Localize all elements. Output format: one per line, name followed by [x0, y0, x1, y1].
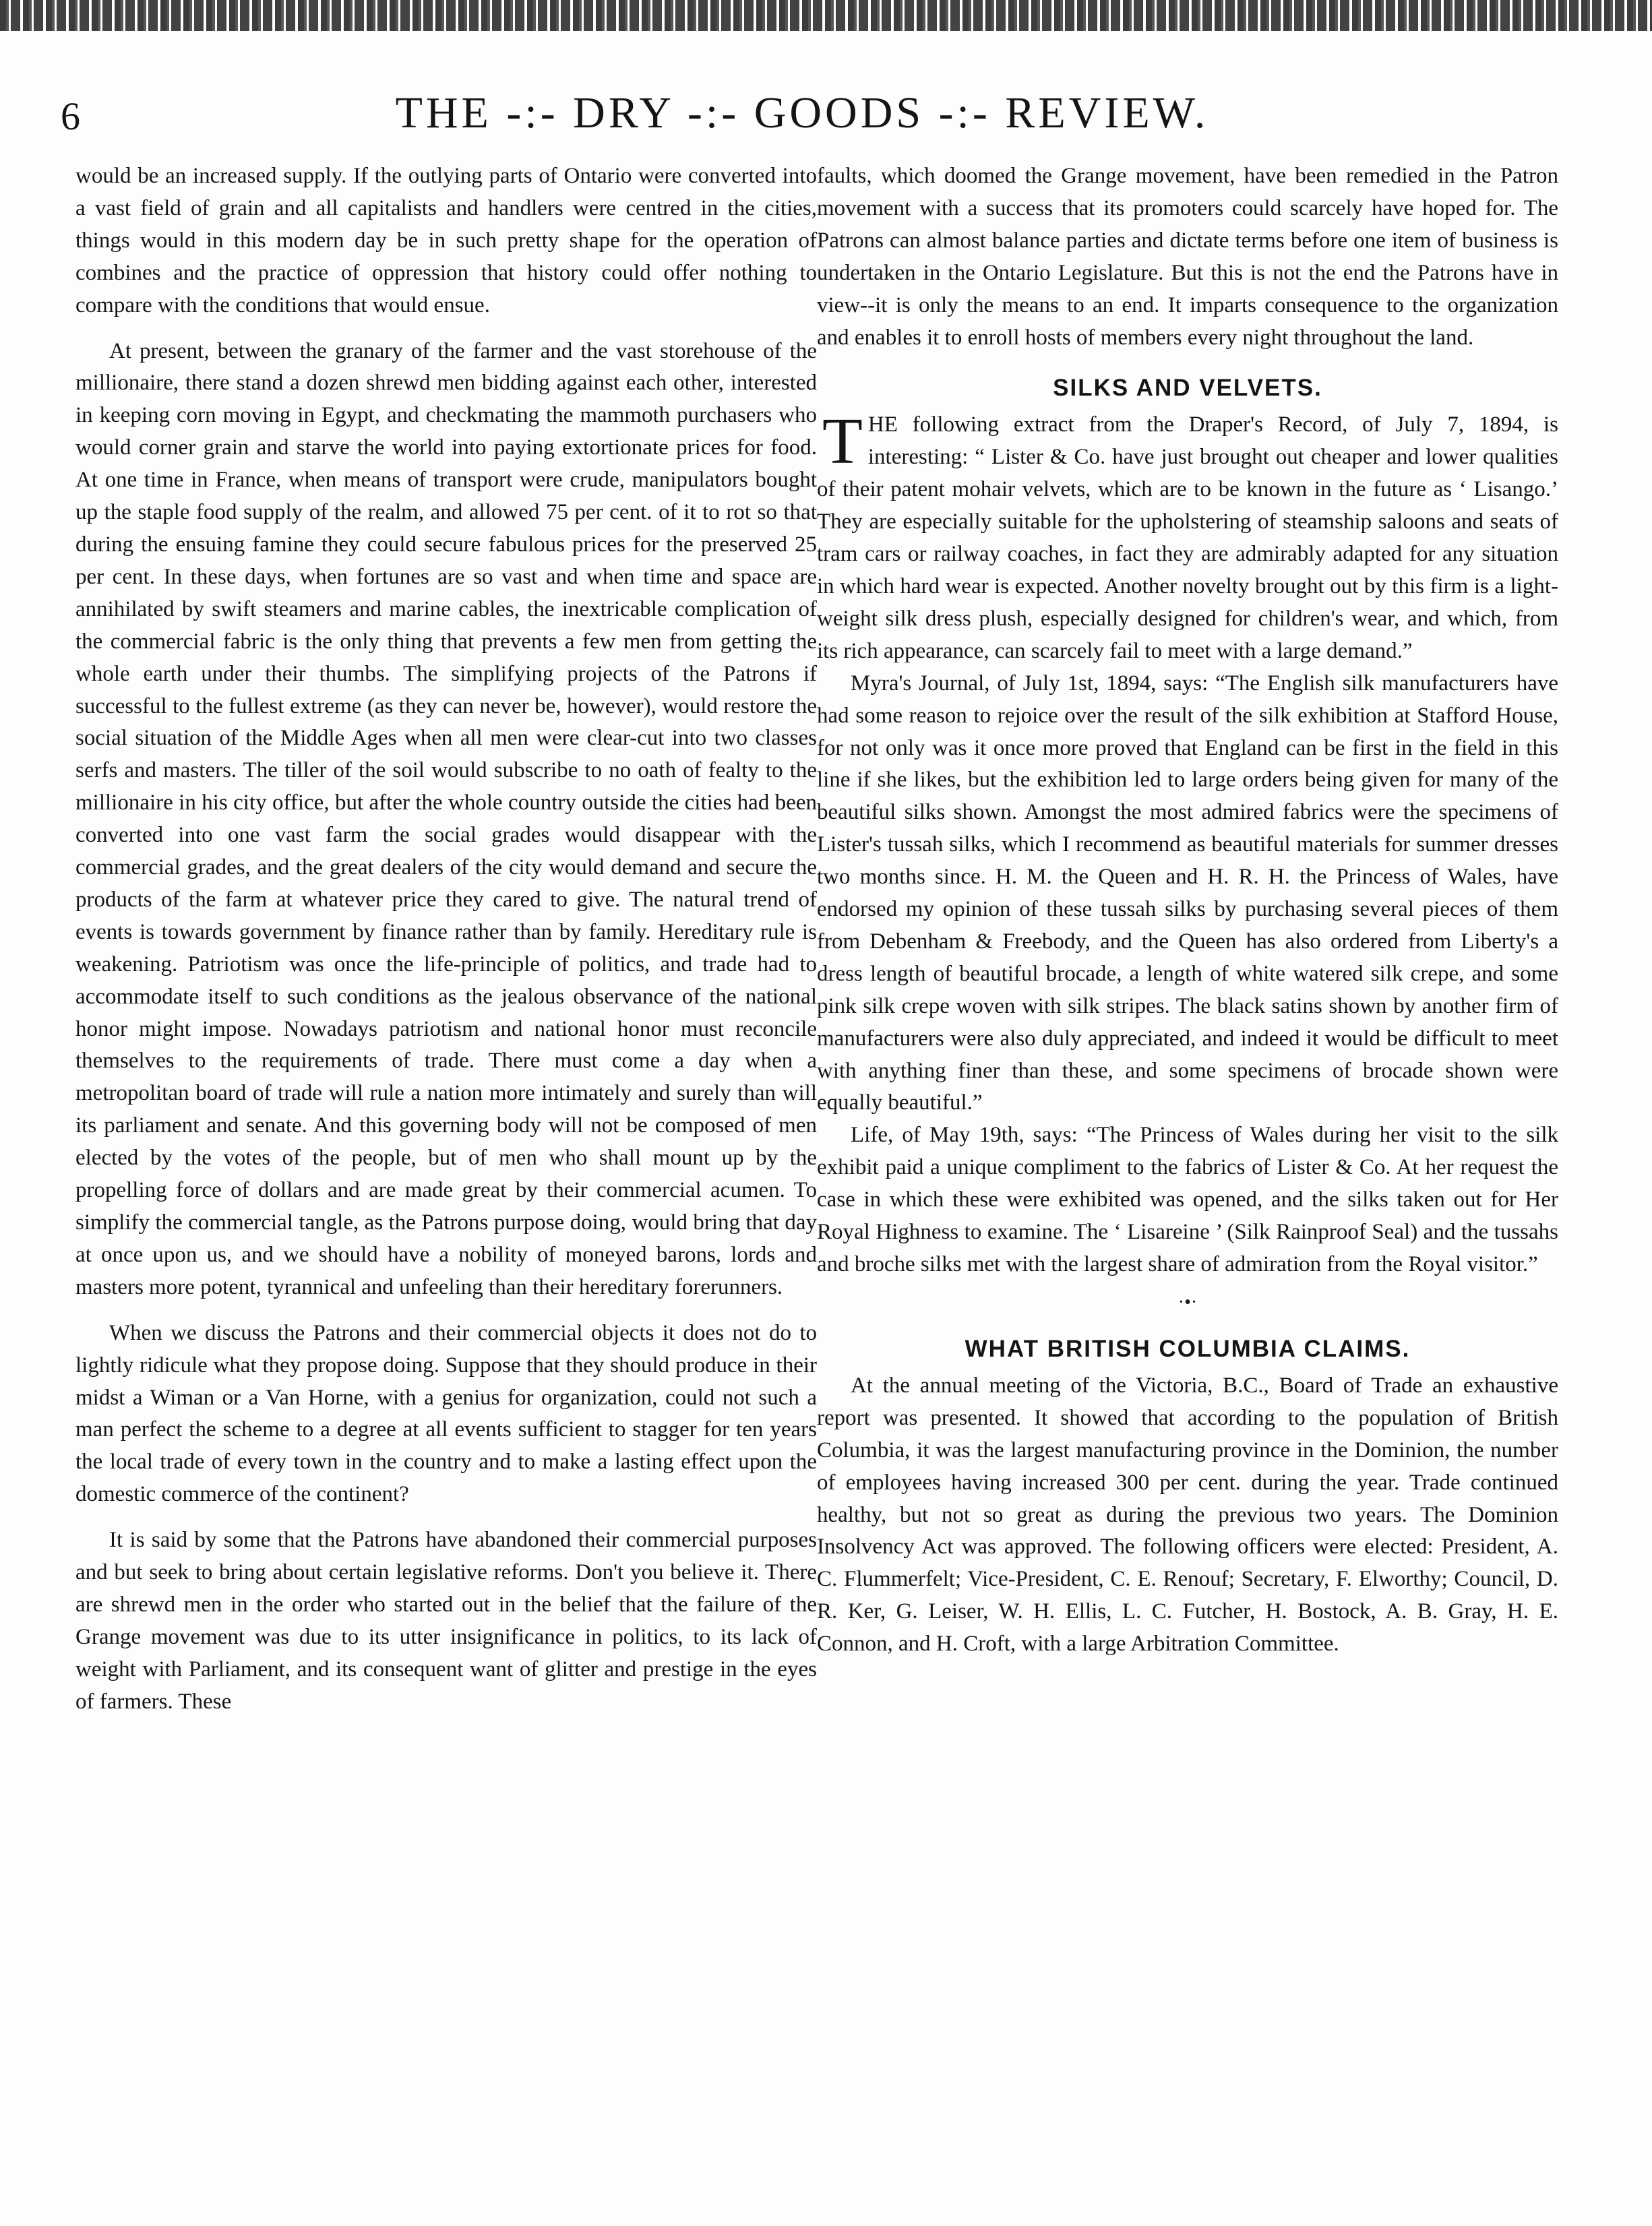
- page-number: 6: [61, 94, 80, 138]
- paragraph-silks-3: Life, of May 19th, says: “The Princess of Wales during her visit to the silk exhibit paid a unique compliment to the fabrics of Lister & Co. At her request the case in which these were exhibited was opened, and the silks taken out for Her Royal Highness to examine. The ‘ Lisareine ’ (Silk Rainproof Seal) and the tussahs and broche silks met with the largest share of admiration from the Royal visitor.”: [817, 1123, 1558, 1276]
- masthead-title: THE -:- DRY -:- GOODS -:- REVIEW.: [395, 88, 1209, 137]
- page-header: [61, 86, 1543, 147]
- drop-cap: T: [822, 405, 863, 478]
- right-column: [817, 160, 1558, 1661]
- paragraph-bc-1: At the annual meeting of the Victoria, B.C., Board of Trade an exhaustive report was presented. It showed that according to the population of British Columbia, it was the largest manufacturing province in the Dominion, the number of employees having increased 300 per cent. during the year. Trade continued healthy, but not so great as during the previous two years. The Dominion Insolvency Act was approved. The following officers were elected: President, A. C. Flummerfelt; Vice-President, C. E. Renouf; Secretary, F. Elworthy; Council, D. R. Ker, G. Leiser, W. H. Ellis, L. C. Futcher, H. Bostock, A. B. Gray, H. E. Connon, and H. Croft, with a large Arbitration Committee.: [817, 1373, 1558, 1657]
- paragraph-silks-1-text: HE following extract from the Draper's Record, of July 7, 1894, is interesting: “ Lister & Co. have just brought out cheaper and lower qualities of their patent mohair velvets, which are to be known in the future as ‘ Lisango.’ They are especially suitable for the upholstering of steamship saloons and seats of tram cars or railway coaches, in fact they are admirably adapted for any situation in which hard wear is expected. Another novelty brought out by this firm is a light-weight silk dress plush, especially designed for children's wear, and which, from its rich appearance, can scarcely fail to meet with a large demand.”: [817, 412, 1558, 663]
- paragraph-left-1: would be an increased supply. If the outlying parts of Ontario were converted into a vast field of grain and all capitalists and handlers were centred in the cities, things would in this modern day be in such pretty shape for the operation of combines and the practice of oppression that history could offer nothing to compare with the conditions that would ensue.: [75, 164, 817, 317]
- paragraph-left-4: It is said by some that the Patrons have abandoned their commercial purposes and but seek to bring about certain legislative reforms. Don't you believe it. There are shrewd men in the order who started out in the belief that the failure of the Grange movement was due to its utter insignificance in politics, to its lack of weight with Parliament, and its consequent want of glitter and prestige in the eyes of farmers. These: [75, 1528, 817, 1714]
- paragraph-silks-1: [817, 405, 1558, 667]
- paragraph-silks-2: Myra's Journal, of July 1st, 1894, says: “The English silk manufacturers have had some reason to rejoice over the result of the silk exhibition at Stafford House, for not only was it once more proved that England can be first in the field in this line if she likes, but the exhibition led to large orders being given for many of the beautiful silks shown. Amongst the most admired fabrics were the specimens of Lister's tussah silks, which I recommend as beautiful materials for summer dresses two months since. H. M. the Queen and H. R. H. the Princess of Wales, have endorsed my opinion of these tussah silks by purchasing several pieces of them from Debenham & Freebody, and the Queen has also ordered from Liberty's a dress length of beautiful brocade, a length of white watered silk crepe, and some pink silk crepe woven with silk stripes. The black satins shown by another firm of manufacturers were also duly appreciated, and indeed it would be difficult to meet with anything finer than these, and some specimens of brocade shown were equally beautiful.”: [817, 671, 1558, 1115]
- left-column: [75, 160, 817, 1719]
- paragraph-left-3: When we discuss the Patrons and their commercial objects it does not do to lightly ridicule what they propose doing. Suppose that they should produce in their midst a Wiman or a Van Horne, with a genius for organization, could not such a man perfect the scheme to a degree at all events sufficient to stagger for ten years the local trade of every town in the country and to make a lasting effect upon the domestic commerce of the continent?: [75, 1320, 817, 1507]
- scan-top-edge: [0, 0, 1652, 31]
- heading-silks-and-velvets: SILKS AND VELVETS.: [1053, 375, 1322, 402]
- heading-british-columbia: WHAT BRITISH COLUMBIA CLAIMS.: [965, 1335, 1411, 1362]
- paragraph-right-1: faults, which doomed the Grange movement, have been remedied in the Patron movement with a success that its promoters could scarcely have hoped for. The Patrons can almost balance parties and dictate terms before one item of business is undertaken in the Ontario Legislature. But this is not the end the Patrons have in view--it is only the means to an end. It imparts consequence to the organization and enables it to enroll hosts of members every night throughout the land.: [817, 164, 1558, 350]
- section-divider: ·•·: [1177, 1291, 1198, 1313]
- paragraph-left-2: At present, between the granary of the farmer and the vast storehouse of the millionaire, there stand a dozen shrewd men bidding against each other, interested in keeping corn moving in Egypt, and checkmating the mammoth purchasers who would corner grain and starve the world into paying extortionate prices for food. At one time in France, when means of transport were crude, manipulators bought up the staple food supply of the realm, and allowed 75 per cent. of it to rot so that during the ensuing famine they could secure fabulous prices for the preserved 25 per cent. In these days, when fortunes are so vast and when time and space are annihilated by swift steamers and marine cables, the inextricable complication of the commercial fabric is the only thing that prevents a few men from getting the whole earth under their thumbs. The simplifying projects of the Patrons if successful to the fullest extreme (as they can never be, however), would restore the social situation of the Middle Ages when all men were clear-cut into two classes serfs and masters. The tiller of the soil would subscribe to no oath of fealty to the millionaire in his city office, but after the whole country outside the cities had been converted into one vast farm the social grades would disappear with the commercial grades, and the great dealers of the city would demand and secure the products of the farm at whatever price they cared to give. The natural trend of events is towards government by finance rather than by family. Hereditary rule is weakening. Patriotism was once the life-principle of politics, and trade had to accommodate itself to such conditions as the jealous observance of the national honor might impose. Nowadays patriotism and national honor must reconcile themselves to the requirements of trade. There must come a day when a metropolitan board of trade will rule a nation more intimately and surely than will its parliament and senate. And this governing body will not be composed of men elected by the votes of the people, but of men who shall mount up by the propelling force of dollars and are made great by their commercial acumen. To simplify the commercial tangle, as the Patrons purpose doing, would bring that day at once upon us, and we should have a nobility of moneyed barons, lords and masters more potent, tyrannical and unfeeling than their hereditary forerunners.: [75, 338, 817, 1299]
